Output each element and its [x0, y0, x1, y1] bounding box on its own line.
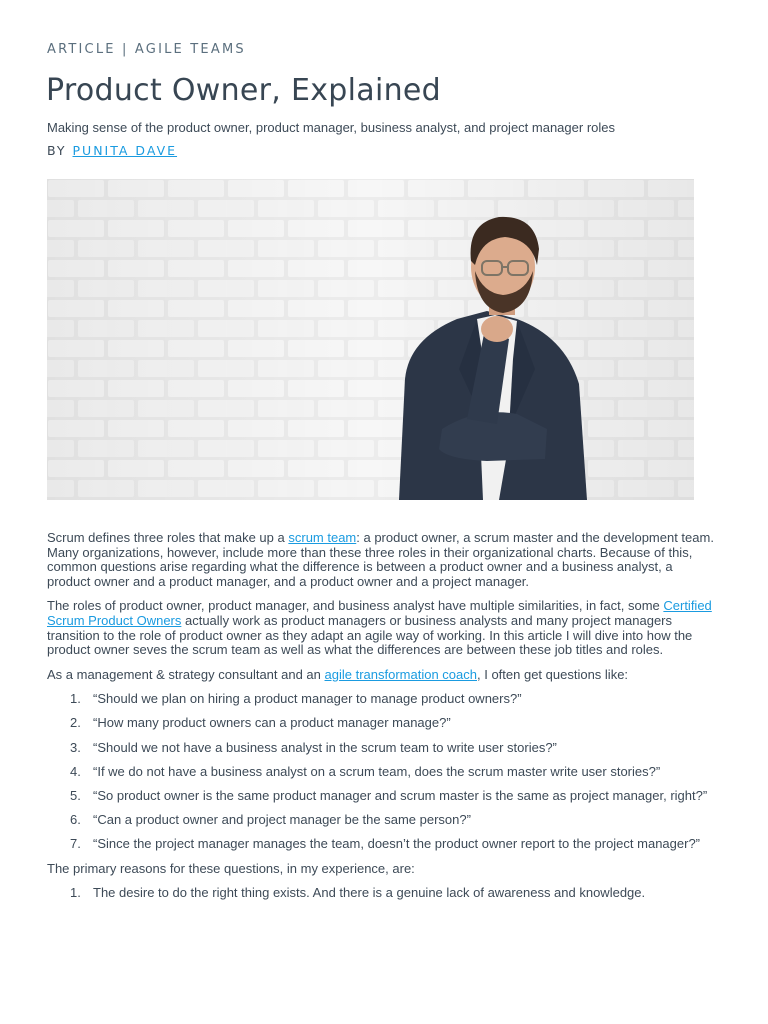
list-number: 4. [70, 763, 81, 779]
list-item-text: “If we do not have a business analyst on a scrum team, does the scrum master write user stories?” [93, 763, 661, 779]
consultant-paragraph [47, 668, 719, 683]
paragraph-text: : a product owner, a scrum master and the development team. Many organizations, however, include more than these three roles in their organizational charts. Because of this, common questions arise regarding what the difference is between a product owner and a business analyst, a product owner and a product manager, and a product owner and a project manager. [47, 530, 714, 589]
article-title: Product Owner, Explained [46, 73, 441, 108]
intro-paragraph [47, 531, 719, 589]
list-item [47, 886, 719, 901]
list-item [47, 789, 719, 804]
list-number: 5. [70, 787, 81, 803]
reasons-intro-paragraph: The primary reasons for these questions, in my experience, are: [47, 860, 415, 876]
list-number: 2. [70, 715, 81, 731]
hero-image [47, 179, 694, 500]
list-item-text: “Should we plan on hiring a product manager to manage product owners?” [93, 691, 522, 707]
list-item [47, 741, 719, 756]
list-number: 1. [70, 691, 81, 707]
list-item [47, 813, 719, 828]
cspo-link[interactable]: Certified Scrum Product Owners [47, 598, 712, 628]
paragraph-text: As a management & strategy consultant and an [47, 666, 325, 682]
questions-list [47, 692, 719, 851]
list-item [47, 716, 719, 731]
list-item [47, 837, 719, 852]
list-item [47, 765, 719, 780]
agile-coach-link[interactable]: agile transformation coach [324, 666, 477, 682]
list-number: 1. [70, 885, 81, 901]
byline-prefix: BY [47, 143, 67, 158]
list-item-text: “Since the project manager manages the team, doesn’t the product owner report to the project manager?” [93, 835, 701, 851]
list-item-text: “How many product owners can a product manager manage?” [93, 715, 451, 731]
list-item-text: The desire to do the right thing exists. And there is a genuine lack of awareness and knowledge. [93, 885, 646, 901]
paragraph-text: actually work as product managers or business analysts and many project managers transition to the role of product owner as they adapt an agile way of working. In this article I will dive into how the product owner seves the scrum team as well as what the differences are between these job titles and roles. [47, 612, 693, 658]
author-link[interactable]: PUNITA DAVE [72, 143, 178, 158]
paragraph-text: Scrum defines three roles that make up a [47, 530, 289, 545]
list-number: 6. [70, 811, 81, 827]
roles-paragraph [47, 599, 719, 657]
list-item-text: “Can a product owner and project manager be the same person?” [93, 811, 471, 827]
byline [47, 143, 177, 158]
list-number: 7. [70, 835, 81, 851]
list-item-text: “Should we not have a business analyst in the scrum team to write user stories?” [93, 739, 557, 755]
list-item [47, 692, 719, 707]
list-number: 3. [70, 739, 81, 755]
hero-illustration [47, 179, 694, 500]
paragraph-text: , I often get questions like: [477, 666, 629, 682]
scrum-team-link[interactable]: scrum team [288, 530, 357, 545]
paragraph-text: The roles of product owner, product manager, and business analyst have multiple similarities, in fact, some [47, 598, 664, 614]
list-item-text: “So product owner is the same product manager and scrum master is the same as project manager, right?” [93, 787, 708, 803]
article-kicker: ARTICLE | AGILE TEAMS [47, 42, 246, 57]
article-body [47, 531, 719, 911]
article-subtitle: Making sense of the product owner, product manager, business analyst, and project manager roles [47, 120, 615, 135]
reasons-list [47, 886, 719, 901]
